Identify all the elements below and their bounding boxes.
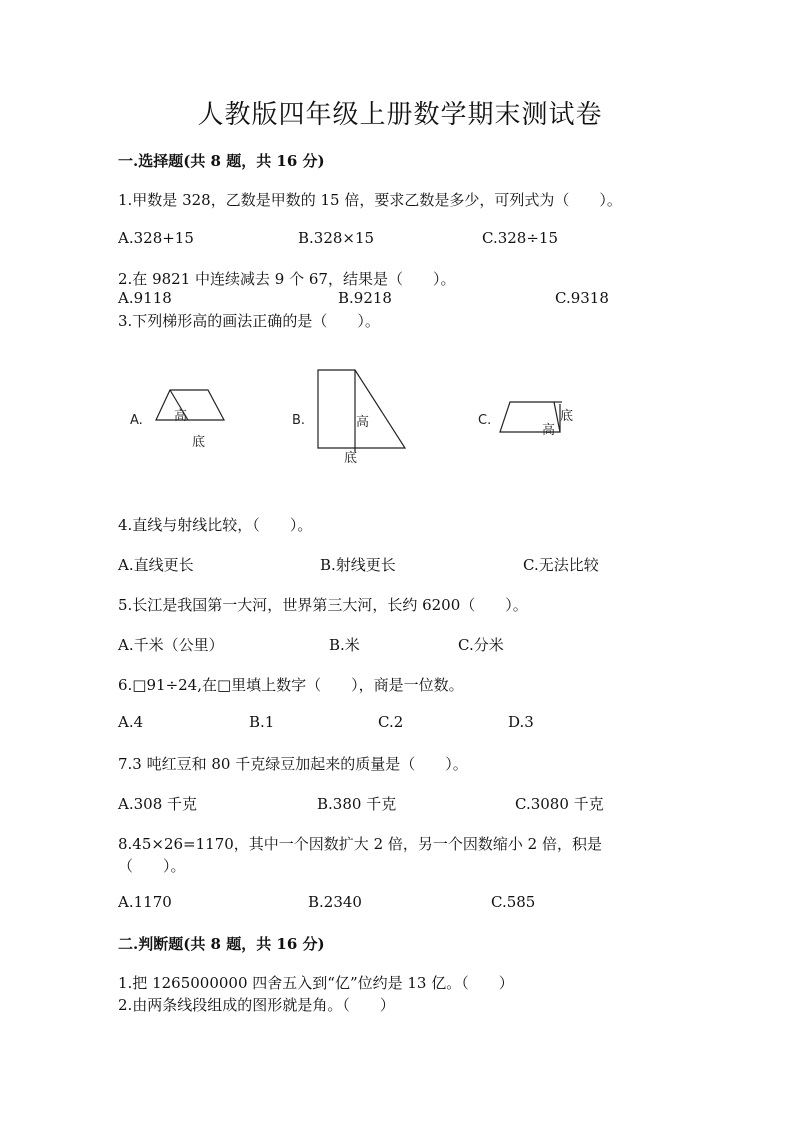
figure-c-label: C. (478, 413, 492, 428)
judgment-question-1: 1.把 1265000000 四舍五入到“亿”位约是 13 亿。（ ） (118, 974, 514, 992)
figure-a[interactable] (130, 390, 224, 450)
question-2: 2.在 9821 中连续减去 9 个 67，结果是（ ）。 (118, 270, 456, 288)
q4-option-c[interactable]: C.无法比较 (523, 556, 599, 574)
figure-b-label: B. (292, 413, 306, 428)
q1-option-b[interactable]: B.328×15 (298, 229, 375, 247)
judgment-question-2: 2.由两条线段组成的图形就是角。（ ） (118, 996, 395, 1014)
q1-option-a[interactable]: A.328+15 (118, 229, 194, 247)
figure-c-base-label: 底 (560, 409, 574, 424)
q6-option-d[interactable]: D.3 (508, 713, 534, 731)
figure-b-height-label: 高 (356, 415, 370, 430)
q8-option-b[interactable]: B.2340 (308, 893, 362, 911)
question-8-line-1: 8.45×26=1170，其中一个因数扩大 2 倍，另一个因数缩小 2 倍，积是 (118, 835, 602, 853)
q6-option-c[interactable]: C.2 (378, 713, 404, 731)
q5-option-c[interactable]: C.分米 (458, 636, 504, 654)
q8-option-c[interactable]: C.585 (491, 893, 536, 911)
section-heading-choice: 一.选择题(共 8 题，共 16 分) (118, 152, 325, 170)
figure-a-height-label: 高 (174, 409, 188, 424)
trapezoid-b (318, 370, 405, 448)
q1-option-c[interactable]: C.328÷15 (482, 229, 558, 247)
question-8-line-2: （ ）。 (118, 857, 186, 875)
q6-option-a[interactable]: A.4 (118, 713, 144, 731)
q7-option-c[interactable]: C.3080 千克 (515, 795, 604, 813)
trapezoid-height-figure (118, 360, 598, 470)
page-title: 人教版四年级上册数学期末测试卷 (197, 100, 603, 130)
q2-option-c[interactable]: C.9318 (555, 289, 609, 307)
q5-option-a[interactable]: A.千米（公里） (118, 636, 224, 654)
q4-option-b[interactable]: B.射线更长 (320, 556, 396, 574)
trapezoid-a (156, 390, 224, 420)
question-4: 4.直线与射线比较，（ ）。 (118, 516, 313, 534)
q7-option-b[interactable]: B.380 千克 (317, 795, 397, 813)
question-5: 5.长江是我国第一大河，世界第三大河，长约 6200（ ）。 (118, 596, 528, 614)
q8-option-a[interactable]: A.1170 (118, 893, 172, 911)
question-7: 7.3 吨红豆和 80 千克绿豆加起来的质量是（ ）。 (118, 755, 468, 773)
figure-b-base-label: 底 (344, 451, 358, 466)
q2-option-a[interactable]: A.9118 (118, 289, 172, 307)
question-3: 3.下列梯形高的画法正确的是（ ）。 (118, 312, 380, 330)
figure-c[interactable] (478, 402, 573, 438)
section-heading-judgment: 二.判断题(共 8 题，共 16 分) (118, 935, 325, 953)
figure-a-base-label: 底 (192, 435, 206, 450)
q2-option-b[interactable]: B.9218 (338, 289, 392, 307)
figure-a-label: A. (130, 413, 143, 428)
q5-option-b[interactable]: B.米 (329, 636, 360, 654)
figure-b[interactable] (292, 370, 405, 466)
figure-c-height-label: 高 (542, 423, 556, 438)
question-1: 1.甲数是 328，乙数是甲数的 15 倍，要求乙数是多少，可列式为（ ）。 (118, 191, 622, 209)
q6-option-b[interactable]: B.1 (249, 713, 275, 731)
q7-option-a[interactable]: A.308 千克 (118, 795, 197, 813)
question-6: 6.□91÷24,在□里填上数字（ ），商是一位数。 (118, 676, 464, 694)
q4-option-a[interactable]: A.直线更长 (118, 556, 194, 574)
